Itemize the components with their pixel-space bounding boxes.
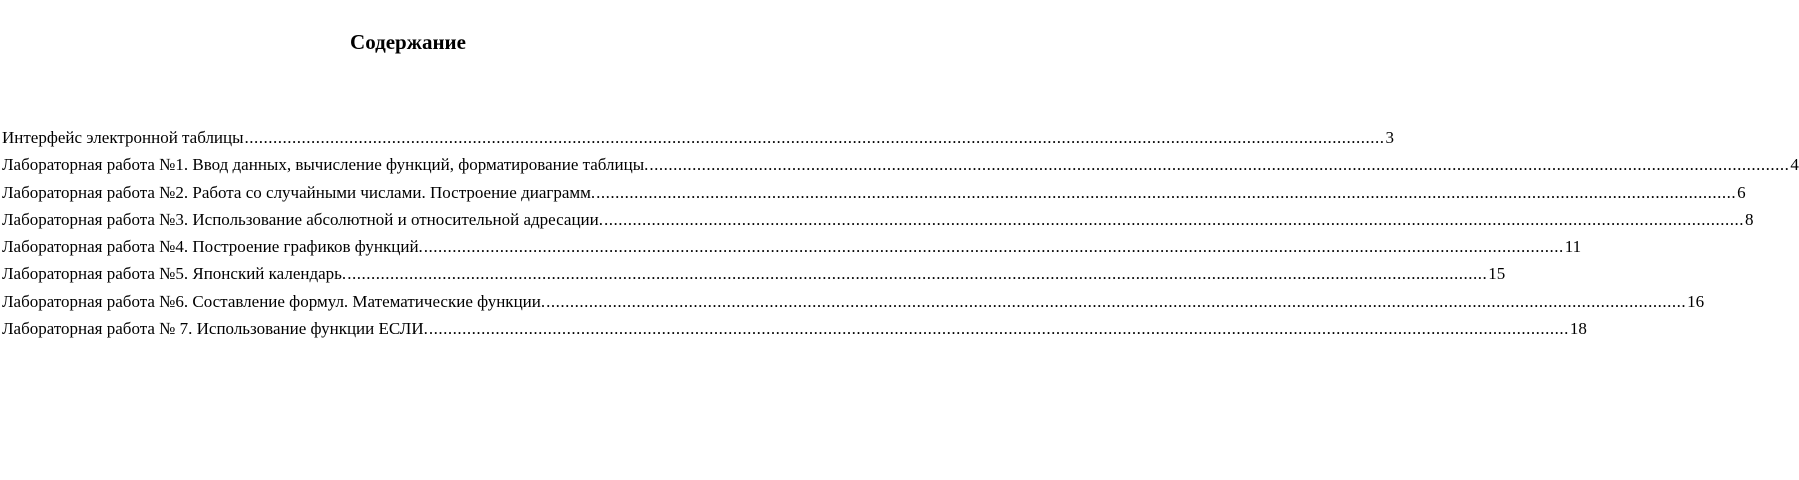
toc-entry-text: Лабораторная работа №1. Ввод данных, вычисление функций, форматирование таблицы. [2, 155, 649, 175]
toc-entry-page: 16 [1687, 291, 1705, 311]
toc-entry-page: 6 [1737, 182, 1746, 202]
toc-title: Содержание [350, 30, 466, 54]
toc-entry[interactable] [2, 151, 1799, 178]
toc-entry[interactable] [2, 124, 1395, 151]
toc-entry-text: Интерфейс электронной таблицы [2, 128, 244, 147]
toc-dot-leader [596, 179, 1736, 206]
toc-entry[interactable] [2, 315, 1587, 342]
toc-entry-page: 3 [1385, 128, 1395, 147]
toc-entry[interactable] [2, 233, 1582, 260]
toc-entry-page: 11 [1564, 237, 1582, 257]
toc-dot-leader [429, 315, 1569, 342]
toc-dot-leader [245, 124, 1385, 151]
toc-entry-text: Лабораторная работа №2. Работа со случайными числами. Построение диаграмм. [2, 182, 596, 202]
toc-entry-page: 15 [1488, 264, 1506, 284]
toc-dot-leader [604, 206, 1744, 233]
toc-entry[interactable] [2, 206, 1754, 233]
toc-entry-text: Лабораторная работа №5. Японский календарь. [2, 264, 347, 284]
toc-entry-text: Лабораторная работа №4. Построение графиков функций. [2, 237, 423, 257]
toc-dot-leader [347, 260, 1487, 287]
toc-entry-page: 18 [1569, 319, 1587, 339]
toc-entry[interactable] [2, 179, 1746, 206]
toc-entry-text: Лабораторная работа №6. Составление формул. Математические функции. [2, 291, 546, 311]
toc-entry[interactable] [2, 260, 1506, 287]
toc-entry[interactable] [2, 288, 1705, 315]
toc-entry-page: 8 [1745, 209, 1754, 229]
toc-entry-page: 4 [1790, 155, 1799, 175]
toc-dot-leader [424, 233, 1564, 260]
toc-dot-leader [546, 288, 1686, 315]
toc-entry-text: Лабораторная работа № 7. Использование функции ЕСЛИ. [2, 319, 428, 339]
toc-dot-leader [649, 151, 1789, 178]
toc-entry-text: Лабораторная работа №3. Использование абсолютной и относительной адресации. [2, 209, 603, 229]
toc-list [2, 124, 1799, 342]
